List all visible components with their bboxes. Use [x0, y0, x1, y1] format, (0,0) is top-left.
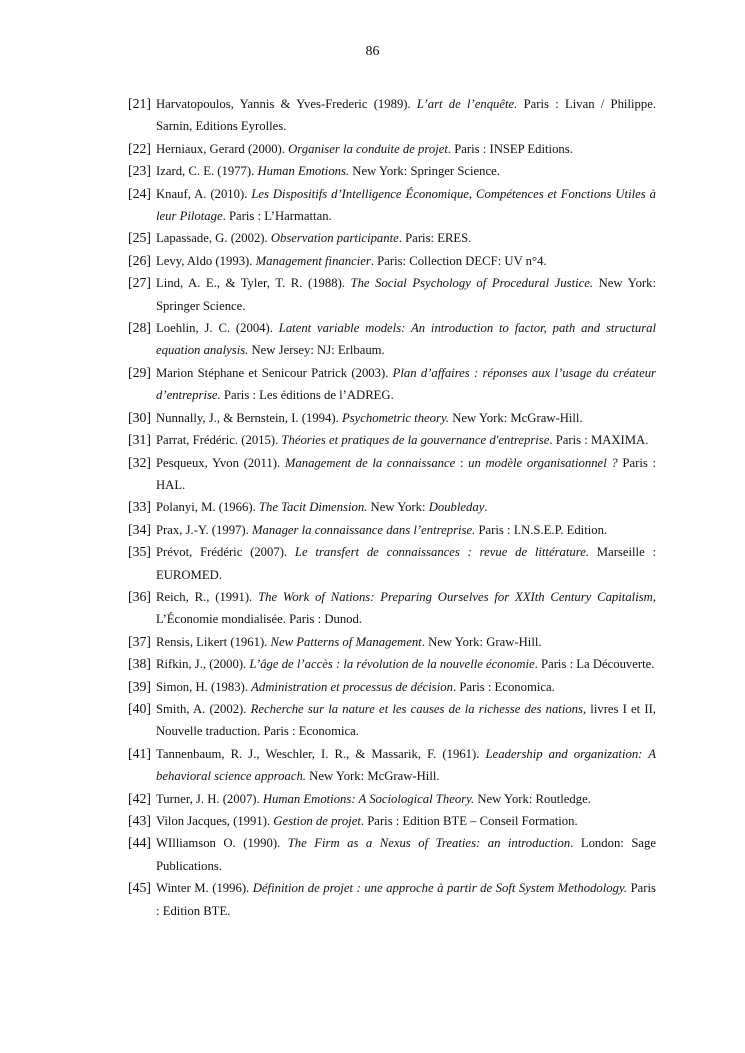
reference-title: Recherche sur la nature et les causes de la richesse des nations — [250, 701, 583, 716]
reference-item — [128, 452, 656, 497]
reference-subtitle: un modèle organisationnel ? — [468, 455, 618, 470]
reference-text — [156, 272, 656, 317]
reference-title: The Work of Nations: Preparing Ourselves for XXIth Century Capitalism, — [258, 589, 656, 604]
reference-separator: : — [455, 455, 469, 470]
reference-authors: WIlliamson O. (1990). — [156, 836, 288, 851]
reference-publisher: . London: Sage Publications. — [156, 836, 656, 873]
reference-publisher: . Paris : Economica. — [452, 679, 555, 694]
reference-authors: Lapassade, G. (2002). — [156, 231, 271, 246]
reference-text — [156, 317, 656, 362]
reference-text — [156, 362, 656, 407]
reference-authors: Rifkin, J., (2000). — [156, 657, 250, 672]
reference-title: Management financier — [255, 253, 371, 268]
reference-title: Human Emotions: A Sociological Theory. — [262, 791, 475, 806]
reference-publisher: New York: Routledge. — [474, 791, 591, 806]
reference-title: Management de la connaissance — [284, 455, 456, 470]
reference-item — [128, 496, 656, 518]
reference-item — [128, 519, 656, 541]
reference-item — [128, 877, 656, 922]
reference-text — [156, 810, 656, 832]
reference-number: [34] — [128, 521, 151, 537]
reference-text — [156, 429, 656, 451]
reference-text — [156, 227, 656, 249]
reference-title: The Tacit Dimension. — [258, 500, 368, 515]
reference-title: Administration et processus de décision — [251, 679, 453, 694]
reference-number: [42] — [128, 790, 151, 806]
reference-title: Définition de projet : une approche à partir de Soft System Methodology. — [252, 881, 628, 896]
reference-authors: Nunnally, J., & Bernstein, I. (1994). — [156, 410, 342, 425]
reference-authors: Polanyi, M. (1966). — [156, 500, 259, 515]
reference-number: [21] — [128, 96, 151, 111]
reference-number: [44] — [128, 835, 151, 851]
reference-authors: Winter M. (1996). — [156, 881, 253, 896]
reference-number: [39] — [128, 678, 151, 694]
reference-title: Human Emotions. — [257, 164, 350, 179]
reference-text — [156, 160, 656, 182]
reference-publisher-name: Doubleday — [428, 500, 485, 515]
reference-location: New York: — [367, 500, 429, 515]
reference-authors: Harvatopoulos, Yannis & Yves-Frederic (1989). — [156, 97, 417, 111]
reference-item — [128, 429, 656, 451]
reference-text — [156, 653, 656, 675]
reference-authors: Smith, A. (2002). — [156, 701, 251, 716]
reference-item — [128, 362, 656, 407]
reference-publisher: L’Économie mondialisée. Paris : Dunod. — [156, 612, 363, 627]
reference-text — [156, 407, 656, 429]
reference-item — [128, 676, 656, 698]
reference-number: [35] — [128, 544, 151, 560]
reference-publisher: Paris : HAL. — [156, 455, 656, 492]
reference-text — [156, 832, 656, 877]
reference-title: Théories et pratiques de la gouvernance d'entreprise — [281, 433, 550, 448]
reference-text — [156, 541, 656, 586]
reference-publisher: , livres I et II, Nouvelle traduction. Paris : Economica. — [156, 701, 656, 739]
reference-item — [128, 272, 656, 317]
reference-text — [156, 452, 656, 497]
reference-item — [128, 631, 656, 653]
reference-publisher: . Paris: ERES. — [398, 231, 472, 246]
reference-item — [128, 227, 656, 249]
reference-number: [38] — [128, 656, 151, 672]
reference-title: Leadership and organization: A behavioral science approach. — [156, 746, 656, 784]
reference-text — [156, 496, 656, 518]
reference-number: [36] — [128, 588, 151, 604]
reference-list — [128, 93, 656, 922]
reference-authors: Rensis, Likert (1961). — [156, 634, 271, 649]
reference-publisher: New York: Springer Science. — [349, 164, 500, 179]
reference-title: Les Dispositifs d’Intelligence Économique, Compétences et Fonctions Utiles à leur Pilotage — [156, 186, 656, 224]
reference-publisher: New Jersey: NJ: Erlbaum. — [248, 343, 385, 358]
reference-title: L’art de l’enquête. — [416, 97, 518, 111]
page-number: 86 — [365, 44, 380, 59]
reference-publisher: . Paris: Collection DECF: UV n°4. — [370, 253, 547, 268]
reference-text — [156, 676, 656, 698]
reference-publisher: . Paris : Edition BTE – Conseil Formation. — [360, 814, 578, 828]
reference-publisher: New York: McGraw-Hill. — [305, 769, 440, 784]
reference-publisher: . Paris : L’Harmattan. — [222, 209, 332, 224]
reference-text — [156, 788, 656, 810]
reference-number: [28] — [128, 320, 151, 336]
reference-text — [156, 586, 656, 631]
reference-item — [128, 183, 656, 228]
reference-item — [128, 653, 656, 675]
reference-number: [41] — [128, 745, 151, 761]
reference-item — [128, 698, 656, 743]
reference-number: [30] — [128, 409, 151, 425]
reference-title: Manager la connaissance dans l’entreprise. — [251, 522, 476, 537]
reference-item — [128, 250, 656, 272]
reference-number: [27] — [128, 275, 151, 291]
reference-end: . — [484, 500, 488, 515]
reference-number: [24] — [128, 185, 151, 201]
reference-text — [156, 877, 656, 922]
reference-title: Latent variable models: An introduction to factor, path and structural equation analysis. — [156, 321, 656, 358]
reference-number: [31] — [128, 432, 151, 448]
reference-number: [33] — [128, 499, 151, 515]
reference-publisher: Marseille : EUROMED. — [156, 545, 656, 582]
reference-item — [128, 586, 656, 631]
reference-text — [156, 250, 656, 272]
reference-title: Observation participante — [270, 231, 399, 246]
reference-item — [128, 317, 656, 362]
reference-authors: Lind, A. E., & Tyler, T. R. (1988). — [156, 276, 351, 291]
reference-item — [128, 407, 656, 429]
reference-publisher: . New York: Graw-Hill. — [421, 634, 542, 649]
reference-text — [156, 698, 656, 743]
reference-authors: Reich, R., (1991). — [156, 589, 259, 604]
reference-item — [128, 810, 656, 832]
reference-item — [128, 832, 656, 877]
reference-title: The Firm as a Nexus of Treaties: an introduction — [287, 836, 571, 851]
reference-number: [29] — [128, 364, 151, 380]
reference-authors: Vilon Jacques, (1991). — [156, 814, 274, 828]
reference-publisher: New York: Springer Science. — [156, 276, 657, 313]
reference-authors: Simon, H. (1983). — [156, 679, 252, 694]
reference-authors: Loehlin, J. C. (2004). — [156, 321, 279, 336]
reference-item — [128, 160, 656, 182]
reference-authors: Prax, J.-Y. (1997). — [156, 522, 252, 537]
reference-publisher: Paris : Livan / Philippe. Sarnin, Editions Eyrolles. — [156, 97, 656, 134]
reference-publisher: Paris : Edition BTE. — [156, 881, 656, 918]
reference-item — [128, 788, 656, 810]
reference-title: Gestion de projet — [273, 814, 361, 828]
reference-publisher: Paris : I.N.S.E.P. Edition. — [475, 522, 608, 537]
reference-title: Psychometric theory. — [341, 410, 450, 425]
reference-text — [156, 519, 656, 541]
reference-title: Plan d’affaires : réponses aux l’usage du créateur d’entreprise. — [156, 365, 656, 403]
reference-publisher: . Paris : MAXIMA. — [549, 433, 649, 448]
reference-number: [26] — [128, 252, 151, 268]
reference-item — [128, 541, 656, 586]
reference-authors: Levy, Aldo (1993). — [156, 253, 256, 268]
reference-text — [156, 183, 656, 228]
reference-item — [128, 93, 656, 138]
reference-number: [37] — [128, 633, 151, 649]
reference-item — [128, 743, 656, 788]
reference-title: Organiser la conduite de projet — [288, 141, 448, 156]
reference-text — [156, 743, 656, 788]
reference-authors: Pesqueux, Yvon (2011). — [156, 455, 285, 470]
reference-authors: Prévot, Frédéric (2007). — [156, 545, 295, 560]
reference-item — [128, 138, 656, 160]
reference-authors: Marion Stéphane et Senicour Patrick (2003). — [156, 365, 393, 380]
reference-title: The Social Psychology of Procedural Justice. — [350, 276, 594, 291]
reference-publisher: . Paris : INSEP Editions. — [447, 141, 573, 156]
reference-text — [156, 631, 656, 653]
reference-number: [40] — [128, 700, 151, 716]
reference-number: [32] — [128, 454, 151, 470]
reference-number: [43] — [128, 813, 151, 828]
reference-authors: Herniaux, Gerard (2000). — [156, 141, 289, 156]
reference-title: L’âge de l’accès : la révolution de la nouvelle économie — [249, 657, 535, 672]
reference-publisher: Paris : Les éditions de l’ADREG. — [220, 388, 394, 403]
reference-authors: Izard, C. E. (1977). — [156, 164, 258, 179]
reference-authors: Knauf, A. (2010). — [156, 186, 252, 201]
reference-authors: Parrat, Frédéric. (2015). — [156, 433, 282, 448]
reference-text — [156, 93, 656, 138]
reference-title: New Patterns of Management — [270, 634, 422, 649]
reference-number: [45] — [128, 880, 151, 896]
reference-publisher: New York: McGraw-Hill. — [449, 410, 583, 425]
reference-text — [156, 138, 656, 160]
reference-number: [22] — [128, 140, 151, 156]
reference-authors: Tannenbaum, R. J., Weschler, I. R., & Massarik, F. (1961). — [156, 746, 486, 761]
reference-number: [23] — [128, 163, 151, 179]
reference-authors: Turner, J. H. (2007). — [156, 791, 263, 806]
reference-title: Le transfert de connaissances : revue de littérature. — [294, 545, 590, 560]
reference-publisher: . Paris : La Découverte. — [534, 657, 655, 672]
reference-number: [25] — [128, 230, 151, 246]
